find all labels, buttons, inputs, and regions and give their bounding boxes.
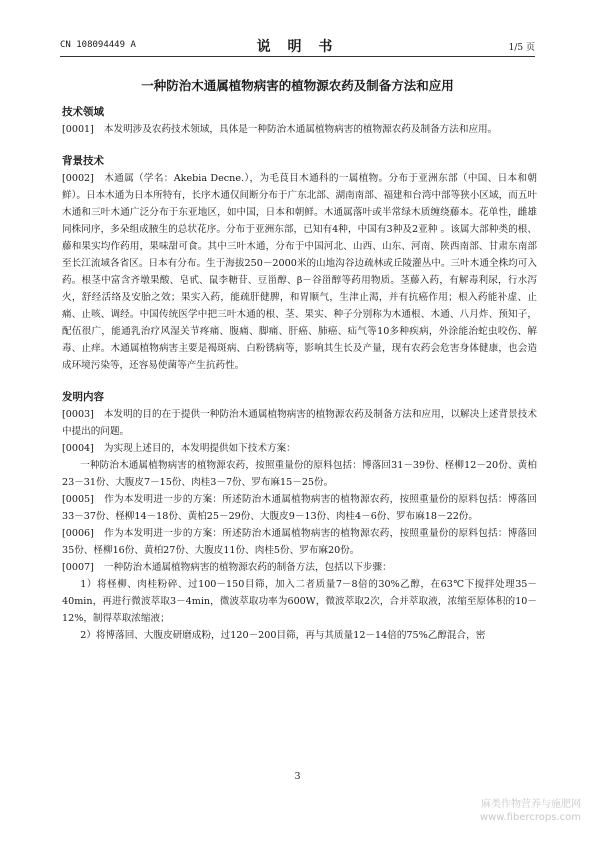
paragraph — [62, 457, 537, 491]
page-number: 3 — [294, 771, 301, 782]
paragraph-text: 1）将柽柳、肉桂粉碎、过100－150目筛，加入二者质量7－8倍的30%乙醇，在63℃下搅拌处理35－40min，再进行微波萃取3－4min，微波萃取功率为600W，微波萃取2次，合并萃取液，浓缩至原体积的10－12%，制得萃取浓缩液； — [62, 579, 537, 624]
paragraph — [62, 440, 537, 457]
page-indicator: 1/5 页 — [508, 43, 535, 53]
paragraph-number: [0007] — [62, 562, 94, 573]
paragraph — [62, 627, 537, 644]
paragraph-number: [0002] — [62, 173, 94, 184]
paragraph-text: 2）将博落回、大腹皮研磨成粉，过120－200目筛，再与其质量12－14倍的75%乙醇混合，密 — [80, 630, 486, 641]
patent-number: CN 108094449 A — [60, 40, 136, 50]
paragraph-number: [0004] — [62, 443, 94, 454]
document-type: 说 明 书 — [256, 39, 339, 55]
page-header — [60, 38, 535, 54]
paragraph-text: 一种防治木通属植物病害的植物源农药，按照重量份的原料包括：博落回31－39份、柽柳12－20份、黄柏23－31份、大腹皮7－15份、肉桂3－7份、罗布麻15－25份。 — [62, 460, 537, 488]
paragraph-text: 作为本发明进一步的方案：所述防治木通属植物病害的植物源农药，按照重量份的原料包括：博落回33－37份、柽柳14－18份、黄柏25－29份、大腹皮9－13份、肉桂4－6份、罗布麻18－22份。 — [62, 494, 537, 522]
section-gap — [62, 138, 537, 153]
watermark-line-2: www.fibercrops.com — [479, 812, 581, 823]
paragraph-number: [0005] — [62, 494, 94, 505]
paragraph — [62, 491, 537, 525]
section-heading: 背景技术 — [62, 155, 104, 167]
paragraph-text: 本发明涉及农药技术领域，具体是一种防治木通属植物病害的植物源农药及制备方法和应用。 — [103, 124, 498, 135]
paragraph — [62, 576, 537, 627]
section-heading: 发明内容 — [62, 391, 104, 403]
paragraph-text: 作为本发明进一步的方案：所述防治木通属植物病害的植物源农药，按照重量份的原料包括：博落回35份、柽柳16份、黄柏27份、大腹皮11份、肉桂5份、罗布麻20份。 — [62, 528, 537, 556]
document-body — [62, 104, 537, 644]
paragraph-text: 木通属（学名：Akebia Decne.），为毛茛目木通科的一属植物。分布于亚洲东部（中国、日本和朝鲜）。日本木通为日本所特有，长序木通仅间断分布于广东北部、湖南南部、福建和台湾中部等狭小区域，而五叶木通和三叶木通广泛分布于东亚地区，如中国，日本和朝鲜。木通属落叶或半常绿木质缠绕藤本。花单性，雌雄同株同序，多朵组成腋生的总状花序。分布于亚洲东部，已知有4种，中国有3种及2亚种 。该属大部种类的根、藤和果实均作药用，果味甜可食。其中三叶木通，分布于中国河北、山西、山东、河南、陕西南部、甘肃东南部至长江流域各省区。日本有分布。生于海拔250－2000米的山地沟谷边疏林或丘陵灌丛中。三叶木通全株均可入药。根茎中富含齐墩果酸、皂甙、鼠李糖苷、豆甾醇、β－谷甾醇等药用物质。茎藤入药，有解毒利尿，行水泻火，舒经活络及安胎之效；果实入药，能疏肝健脾，和胃顺气，生津止渴，并有抗癌作用；根入药能补虚、止痛、止咳、调经。中国传统医学中把三叶木通的根、茎、果实、种子分别称为木通根、木通、八月炸、预知子，配伍很广，能通乳治疗风湿关节疼痛、腹痛、脚痛、肝癌、肺癌、疝气等10多种疾病，外涂能治蛇虫咬伤、解毒、止痒。木通属植物病害主要是褐斑病、白粉锈病等，影响其生长及产量，现有农药会危害身体健康，也会造成环境污染等，还容易使菌等产生抗药性。 — [62, 173, 537, 371]
paragraph-text: 本发明的目的在于提供一种防治木通属植物病害的植物源农药及制备方法和应用，以解决上述背景技术中提出的问题。 — [62, 409, 537, 437]
document-title: 一种防治木通属植物病害的植物源农药及制备方法和应用 — [141, 78, 454, 93]
paragraph-number: [0001] — [62, 124, 94, 135]
paragraph — [62, 121, 537, 138]
paragraph — [62, 406, 537, 440]
watermark — [480, 798, 581, 824]
paragraph-text: 一种防治木通属植物病害的植物源农药的制备方法，包括以下步骤： — [103, 562, 392, 573]
paragraph — [62, 170, 537, 374]
paragraph-number: [0003] — [62, 409, 94, 420]
section-gap — [62, 374, 537, 389]
paragraph-text: 为实现上述目的，本发明提供如下技术方案： — [103, 443, 296, 454]
paragraph — [62, 525, 537, 559]
watermark-line-1: 麻类作物营养与施肥网 — [481, 799, 581, 810]
paragraph — [62, 559, 537, 576]
section-heading: 技术领域 — [62, 106, 104, 118]
header-rule — [60, 56, 535, 57]
paragraph-number: [0006] — [62, 528, 94, 539]
